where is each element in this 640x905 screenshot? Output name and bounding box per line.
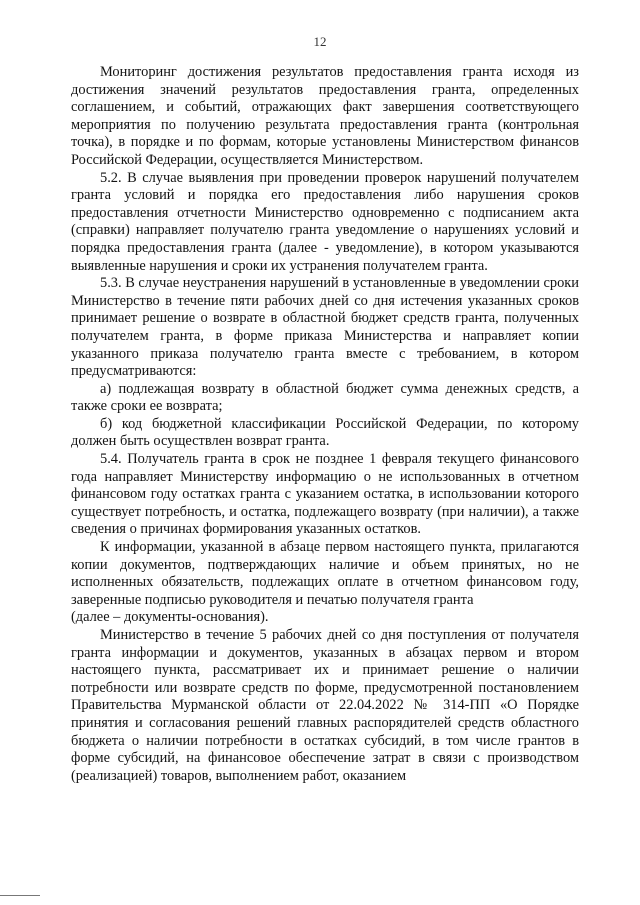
paragraph-documents: К информации, указанной в абзаце первом настоящего пункта, прилагаются копии документов, подтверждающих наличие и объем принятых, но не исполненных обязательств, подлежащих оплате в отчетном финансовом году, заверенные подписью руководителя и печатью получателя гранта xyxy=(71,539,579,608)
paragraph-monitoring: Мониторинг достижения результатов предоставления гранта исходя из достижения значений результатов предоставления гранта, определенных соглашением, и событий, отражающих факт завершения соответствующего мероприятия по получению результата предоставления гранта (контрольная точка), в порядке и по формам, которые установлены Министерством финансов Российской Федерации, осуществляется Министерством. xyxy=(71,64,579,168)
paragraph-documents-tail: (далее – документы-основания). xyxy=(71,609,269,626)
page-number: 12 xyxy=(313,34,327,49)
paragraph-clause-5-2: 5.2. В случае выявления при проведении проверок нарушений получателем гранта условий и порядка его предоставления либо нарушения сроков предоставления отчетности Министерство одновременно с подписанием акта (справки) направляет получателю гранта уведомление о нарушениях условий и порядка предоставления гранта (далее - уведомление), в котором указываются выявленные нарушения и сроки их устранения получателем гранта. xyxy=(71,169,579,274)
document-body xyxy=(71,64,579,785)
paragraph-ministry-review: Министерство в течение 5 рабочих дней со дня поступления от получателя гранта информации и документов, указанных в абзацах первом и втором настоящего пункта, рассматривает их и принимает решение о наличии потребности или возврате средств по форме, предусмотренной постановлением Правительства Мурманской области от 22.04.2022 № 314-ПП «О Порядке принятия и согласования решений главных распорядителей средств областного бюджета о наличии потребности в остатках субсидий, в том числе грантов в форме субсидий, на финансовое обеспечение затрат в связи с производством (реализацией) товаров, выполнением работ, оказанием xyxy=(71,627,579,784)
page-edge-mark xyxy=(0,895,40,896)
paragraph-clause-5-3: 5.3. В случае неустранения нарушений в установленные в уведомлении сроки Министерство в течение пяти рабочих дней со дня истечения указанных сроков принимает решение о возврате в областной бюджет средств гранта, полученных получателем гранта, в форме приказа Министерства и направляет копии указанного приказа получателю гранта вместе с требованием, в котором предусматриваются: xyxy=(71,275,579,380)
paragraph-clause-5-4: 5.4. Получатель гранта в срок не позднее 1 февраля текущего финансового года направляет Министерству информацию о не использованных в отчетном финансовом году остатках гранта с указанием остатка, в использовании которого существует потребность, и остатка, подлежащего возврату (при наличии), а также сведения о причинах формирования указанных остатков. xyxy=(71,451,579,538)
list-item-a: а) подлежащая возврату в областной бюджет сумма денежных средств, а также сроки ее возврата; xyxy=(71,380,579,415)
list-item-b: б) код бюджетной классификации Российской Федерации, по которому должен быть осуществлен возврат гранта. xyxy=(71,415,579,450)
